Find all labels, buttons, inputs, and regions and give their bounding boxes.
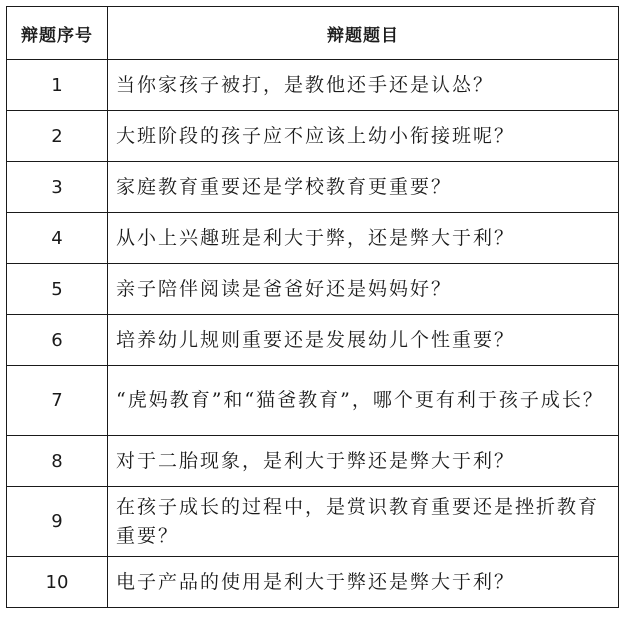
topic-title: 家庭教育重要还是学校教育更重要？ [108, 162, 619, 213]
table-row [7, 111, 619, 162]
topic-number: 7 [7, 366, 108, 436]
table-row [7, 366, 619, 436]
topic-title: 从小上兴趣班是利大于弊，还是弊大于利？ [108, 213, 619, 264]
header-topic-number: 辩题序号 [7, 7, 108, 60]
topic-number: 6 [7, 315, 108, 366]
topic-title: “虎妈教育”和“猫爸教育”，哪个更有利于孩子成长？ [108, 366, 619, 436]
topic-number: 2 [7, 111, 108, 162]
table-row [7, 162, 619, 213]
topic-number: 3 [7, 162, 108, 213]
table-row [7, 315, 619, 366]
topic-number: 8 [7, 436, 108, 487]
debate-topics-table [6, 6, 619, 608]
table-row [7, 436, 619, 487]
topic-title: 电子产品的使用是利大于弊还是弊大于利？ [108, 557, 619, 608]
table-row [7, 557, 619, 608]
topic-title: 培养幼儿规则重要还是发展幼儿个性重要？ [108, 315, 619, 366]
topic-number: 4 [7, 213, 108, 264]
table-row [7, 264, 619, 315]
table-row [7, 487, 619, 557]
topic-number: 9 [7, 487, 108, 557]
topic-number: 10 [7, 557, 108, 608]
topic-title: 当你家孩子被打，是教他还手还是认怂？ [108, 60, 619, 111]
header-topic-title: 辩题题目 [108, 7, 619, 60]
topic-number: 1 [7, 60, 108, 111]
table-row [7, 60, 619, 111]
debate-topics-document [6, 6, 618, 624]
topic-title: 对于二胎现象，是利大于弊还是弊大于利？ [108, 436, 619, 487]
topic-number: 5 [7, 264, 108, 315]
table-row [7, 213, 619, 264]
topic-title: 在孩子成长的过程中，是赏识教育重要还是挫折教育重要？ [108, 487, 619, 557]
table-header-row [7, 7, 619, 60]
topic-title: 大班阶段的孩子应不应该上幼小衔接班呢？ [108, 111, 619, 162]
topic-title: 亲子陪伴阅读是爸爸好还是妈妈好？ [108, 264, 619, 315]
